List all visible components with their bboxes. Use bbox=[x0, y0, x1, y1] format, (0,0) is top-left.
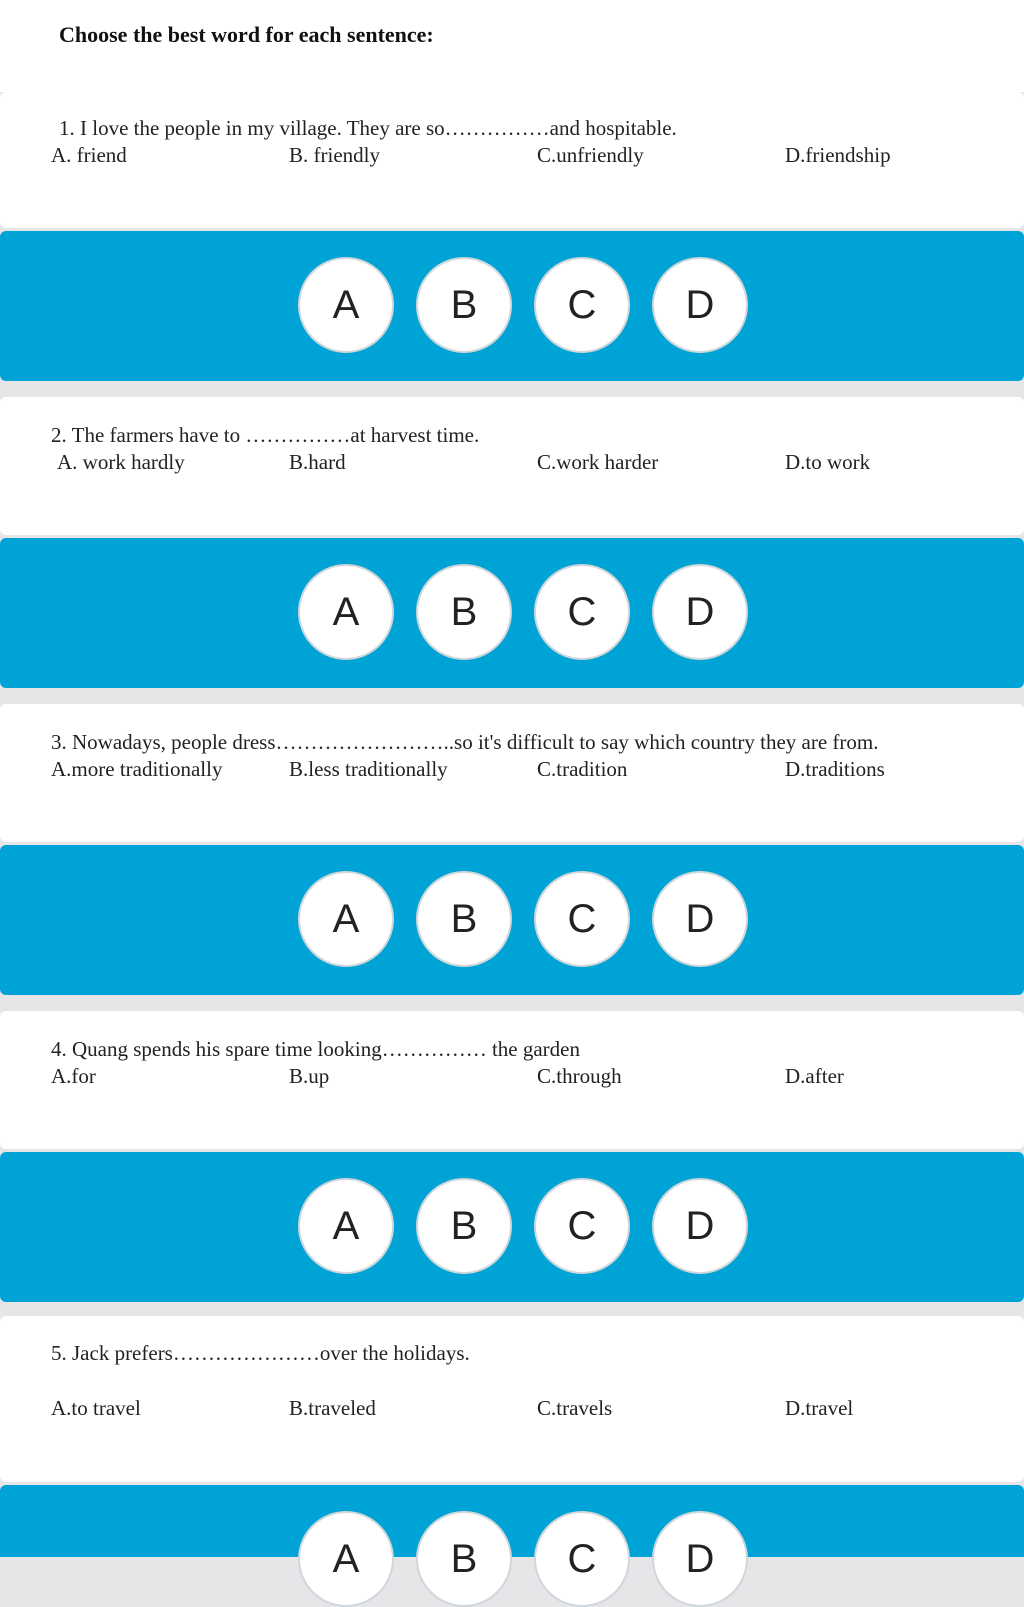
option-a: A.for bbox=[51, 1064, 96, 1088]
question-card-3 bbox=[0, 704, 1024, 842]
answer-button-a[interactable]: A bbox=[298, 564, 394, 660]
answer-button-b[interactable]: B bbox=[416, 257, 512, 353]
option-b: B.up bbox=[289, 1064, 330, 1088]
answer-button-b[interactable]: B bbox=[416, 1511, 512, 1607]
answer-button-d[interactable]: D bbox=[652, 1178, 748, 1274]
question-card-1 bbox=[0, 92, 1024, 228]
option-c: C.through bbox=[537, 1064, 622, 1088]
answer-button-a[interactable]: A bbox=[298, 871, 394, 967]
answer-button-a[interactable]: A bbox=[298, 1178, 394, 1274]
option-b: B.traveled bbox=[289, 1396, 376, 1420]
question-card-4 bbox=[0, 1011, 1024, 1149]
question-text: 3. Nowadays, people dress……………………..so it's difficult to say which country they are from. bbox=[51, 730, 879, 754]
option-c: C.unfriendly bbox=[537, 143, 644, 167]
answer-button-c[interactable]: C bbox=[534, 564, 630, 660]
header bbox=[0, 0, 1024, 92]
question-card-2 bbox=[0, 397, 1024, 535]
answer-button-d[interactable]: D bbox=[652, 871, 748, 967]
option-c: C.travels bbox=[537, 1396, 613, 1420]
option-c: C.work harder bbox=[537, 450, 659, 474]
answer-button-a[interactable]: A bbox=[298, 1511, 394, 1607]
option-b: B. friendly bbox=[289, 143, 380, 167]
option-d: D.friendship bbox=[785, 143, 891, 167]
question-card-5 bbox=[0, 1316, 1024, 1482]
option-d: D.to work bbox=[785, 450, 871, 474]
answer-button-c[interactable]: C bbox=[534, 1178, 630, 1274]
page-title: Choose the best word for each sentence: bbox=[59, 22, 434, 47]
option-b: B.hard bbox=[289, 450, 346, 474]
answer-button-c[interactable]: C bbox=[534, 1511, 630, 1607]
question-text: 4. Quang spends his spare time looking…………… the garden bbox=[51, 1037, 580, 1061]
answer-button-c[interactable]: C bbox=[534, 257, 630, 353]
option-b: B.less traditionally bbox=[289, 757, 448, 781]
answer-button-c[interactable]: C bbox=[534, 871, 630, 967]
answer-band-2 bbox=[0, 538, 1024, 688]
answer-button-a[interactable]: A bbox=[298, 257, 394, 353]
answer-button-d[interactable]: D bbox=[652, 564, 748, 660]
answer-band-3 bbox=[0, 845, 1024, 995]
option-a: A. friend bbox=[51, 143, 127, 167]
option-d: D.traditions bbox=[785, 757, 885, 781]
question-text: 5. Jack prefers…………………over the holidays. bbox=[51, 1341, 470, 1365]
answer-band-1 bbox=[0, 231, 1024, 381]
answer-button-d[interactable]: D bbox=[652, 257, 748, 353]
option-d: D.travel bbox=[785, 1396, 854, 1420]
question-text: 2. The farmers have to ……………at harvest time. bbox=[51, 423, 480, 447]
answer-button-d[interactable]: D bbox=[652, 1511, 748, 1607]
option-a: A. work hardly bbox=[57, 450, 185, 474]
option-a: A.more traditionally bbox=[51, 757, 223, 781]
option-a: A.to travel bbox=[51, 1396, 141, 1420]
answer-button-b[interactable]: B bbox=[416, 564, 512, 660]
answer-band-4 bbox=[0, 1152, 1024, 1302]
question-text: 1. I love the people in my village. They are so……………and hospitable. bbox=[59, 116, 677, 140]
answer-band-5 bbox=[0, 1485, 1024, 1581]
option-d: D.after bbox=[785, 1064, 844, 1088]
option-c: C.tradition bbox=[537, 757, 628, 781]
answer-button-b[interactable]: B bbox=[416, 1178, 512, 1274]
answer-button-b[interactable]: B bbox=[416, 871, 512, 967]
